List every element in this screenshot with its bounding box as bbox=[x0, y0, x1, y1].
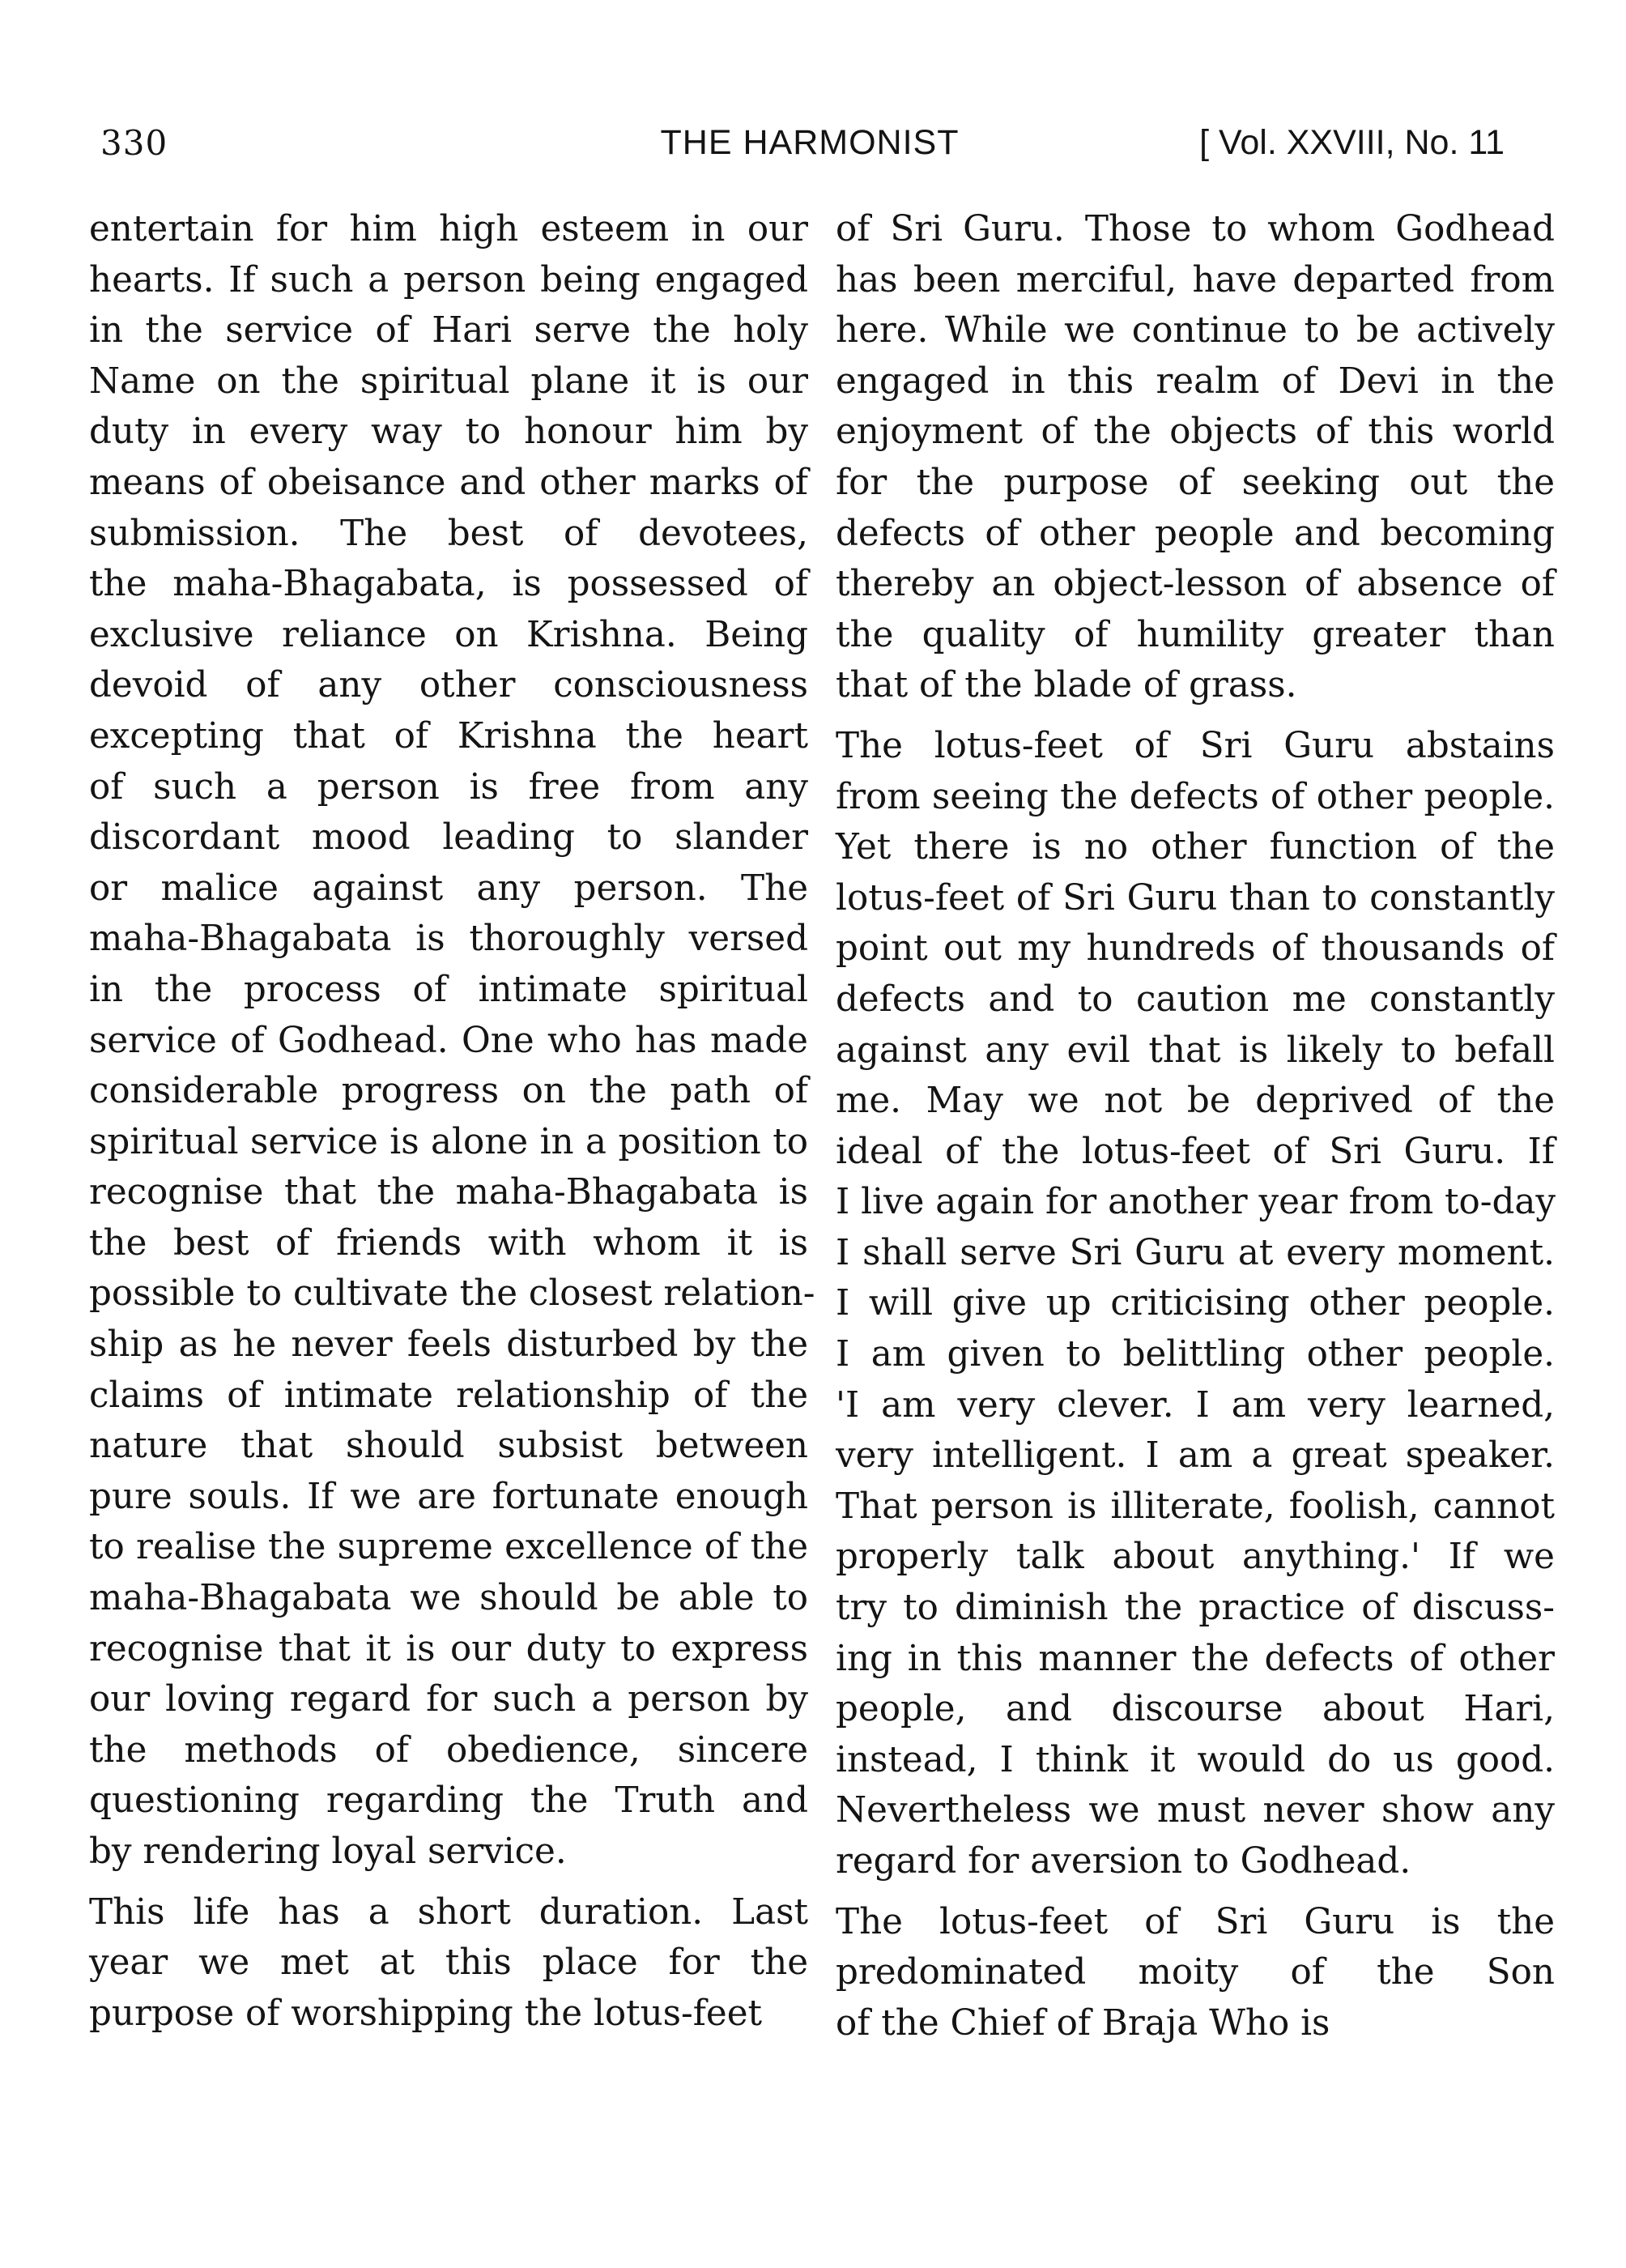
text-line: duty in every way to honour him by bbox=[89, 411, 808, 453]
paragraph bbox=[89, 1887, 808, 2040]
text-line: ideal of the lotus-feet of Sri Guru. If bbox=[836, 1131, 1555, 1172]
text-line: engaged in this realm of Devi in the bbox=[836, 360, 1555, 402]
text-line: has been merciful, have departed from bbox=[836, 259, 1555, 301]
text-line: the maha-Bhagabata, is possessed of bbox=[89, 564, 808, 605]
text-line: The lotus-feet of Sri Guru abstains bbox=[836, 725, 1555, 766]
text-line: exclusive reliance on Krishna. Being bbox=[89, 614, 808, 655]
text-line: maha-Bhagabata is thoroughly versed bbox=[89, 919, 808, 960]
text-line: nature that should subsist between bbox=[89, 1426, 808, 1467]
text-line: me. May we not be deprived of the bbox=[836, 1081, 1555, 1122]
text-line: spiritual service is alone in a position to bbox=[89, 1121, 808, 1162]
text-line: the quality of humility greater than bbox=[836, 614, 1555, 655]
text-line: maha-Bhagabata we should be able to bbox=[89, 1578, 808, 1619]
text-line: regard for aversion to Godhead. bbox=[836, 1841, 1411, 1882]
text-line: Name on the spiritual plane it is our bbox=[89, 360, 808, 402]
text-line: recognise that the maha-Bhagabata is bbox=[89, 1172, 808, 1213]
text-line: defects of other people and becoming bbox=[836, 513, 1555, 554]
text-line: of the Chief of Braja Who is bbox=[836, 2002, 1330, 2044]
text-line: excepting that of Krishna the heart bbox=[89, 715, 808, 757]
paragraph bbox=[836, 204, 1555, 711]
text-line: hearts. If such a person being engaged bbox=[89, 259, 808, 301]
volume-issue: [ Vol. XXVIII, No. 11 bbox=[1199, 123, 1505, 162]
left-column bbox=[89, 204, 815, 2039]
text-line: people, and discourse about Hari, bbox=[836, 1689, 1555, 1730]
text-line: submission. The best of devotees, bbox=[89, 513, 808, 554]
text-line: service of Godhead. One who has made bbox=[89, 1020, 808, 1061]
text-line: properly talk about anything.' If we bbox=[836, 1537, 1555, 1578]
text-line: pure souls. If we are fortunate enough bbox=[89, 1476, 808, 1517]
text-line: ship as he never feels disturbed by the bbox=[89, 1324, 808, 1366]
text-line: try to diminish the practice of discuss- bbox=[836, 1588, 1555, 1629]
text-line: ing in this manner the defects of other bbox=[836, 1638, 1555, 1679]
text-line: our loving regard for such a person by bbox=[89, 1679, 808, 1720]
running-header bbox=[0, 0, 1626, 194]
text-line: the methods of obedience, sincere bbox=[89, 1729, 808, 1771]
text-line: point out my hundreds of thousands of bbox=[836, 928, 1555, 970]
text-line: considerable progress on the path of bbox=[89, 1071, 808, 1112]
text-line: possible to cultivate the closest relation- bbox=[89, 1273, 815, 1315]
text-line: I am given to belittling other people. bbox=[836, 1334, 1555, 1375]
text-line: 'I am very clever. I am very learned, bbox=[836, 1384, 1555, 1426]
text-line: That person is illiterate, foolish, cannot bbox=[836, 1486, 1555, 1527]
text-line: of such a person is free from any bbox=[89, 766, 808, 808]
text-line: lotus-feet of Sri Guru than to constantly bbox=[836, 877, 1555, 919]
text-line: in the service of Hari serve the holy bbox=[89, 310, 808, 352]
text-line: purpose of worshipping the lotus-feet bbox=[89, 1993, 763, 2034]
paragraph bbox=[836, 1897, 1555, 2049]
text-line: here. While we continue to be actively bbox=[836, 310, 1555, 352]
text-line: Nevertheless we must never show any bbox=[836, 1790, 1555, 1831]
text-line: entertain for him high esteem in our bbox=[89, 209, 808, 249]
right-column bbox=[836, 204, 1555, 2048]
text-line: from seeing the defects of other people. bbox=[836, 776, 1555, 817]
text-line: very intelligent. I am a great speaker. bbox=[836, 1435, 1555, 1477]
journal-title: THE HARMONIST bbox=[660, 123, 960, 162]
text-line: I will give up criticising other people. bbox=[836, 1283, 1555, 1324]
text-line: predominated moity of the Son bbox=[836, 1952, 1555, 1993]
text-line: the best of friends with whom it is bbox=[89, 1222, 808, 1264]
text-line: for the purpose of seeking out the bbox=[836, 462, 1555, 503]
text-line: discordant mood leading to slander bbox=[89, 817, 808, 859]
text-line: enjoyment of the objects of this world bbox=[836, 411, 1555, 453]
text-line: in the process of intimate spiritual bbox=[89, 969, 808, 1010]
text-line: to realise the supreme excellence of the bbox=[89, 1527, 808, 1568]
text-line: I shall serve Sri Guru at every moment. bbox=[836, 1232, 1555, 1273]
text-line: recognise that it is our duty to express bbox=[89, 1628, 808, 1669]
text-line: that of the blade of grass. bbox=[836, 665, 1297, 706]
text-line: questioning regarding the Truth and bbox=[89, 1780, 808, 1822]
text-line: or malice against any person. The bbox=[89, 868, 808, 909]
text-line: defects and to caution me constantly bbox=[836, 978, 1555, 1020]
text-line: devoid of any other consciousness bbox=[89, 665, 808, 706]
page-number: 330 bbox=[100, 123, 168, 163]
text-line: I live again for another year from to-day bbox=[836, 1182, 1556, 1223]
text-line: year we met at this place for the bbox=[89, 1942, 808, 1984]
text-line: Yet there is no other function of the bbox=[836, 827, 1555, 868]
paragraph bbox=[89, 204, 815, 1878]
text-line: instead, I think it would do us good. bbox=[836, 1739, 1555, 1780]
text-line: The lotus-feet of Sri Guru is the bbox=[836, 1901, 1555, 1942]
text-line: against any evil that is likely to befall bbox=[836, 1030, 1555, 1071]
text-line: by rendering loyal service. bbox=[89, 1831, 567, 1872]
text-line: This life has a short duration. Last bbox=[89, 1891, 808, 1933]
text-line: means of obeisance and other marks of bbox=[89, 462, 808, 503]
text-line: of Sri Guru. Those to whom Godhead bbox=[836, 209, 1555, 249]
text-line: claims of intimate relationship of the bbox=[89, 1375, 808, 1416]
paragraph bbox=[836, 721, 1555, 1887]
text-line: thereby an object-lesson of absence of bbox=[836, 564, 1555, 605]
